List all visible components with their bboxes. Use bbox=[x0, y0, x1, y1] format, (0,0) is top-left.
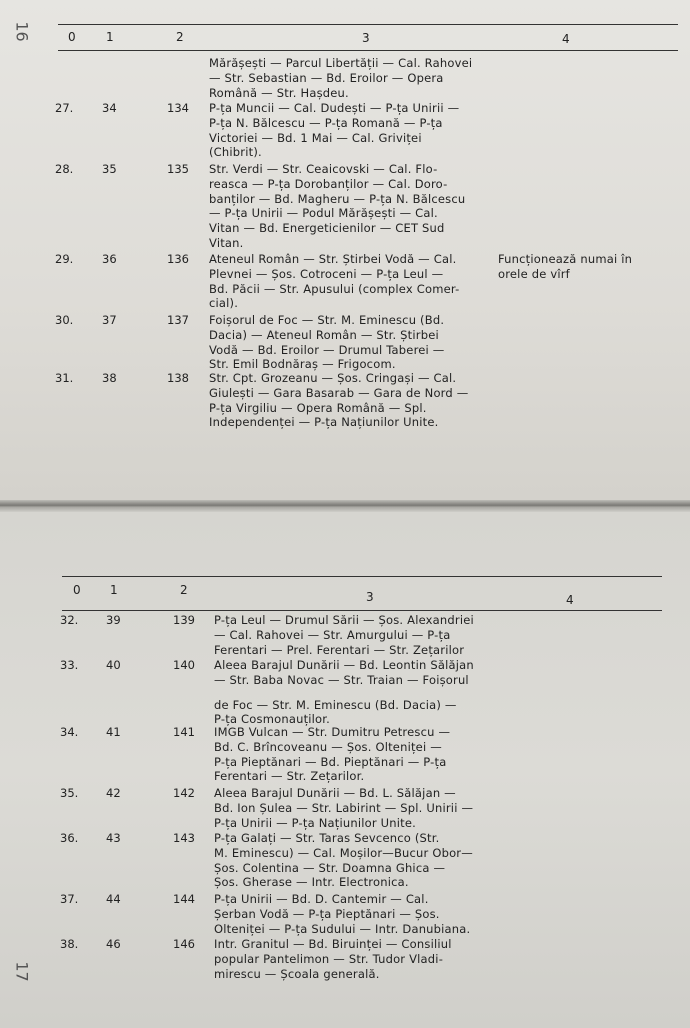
old-line-number: 37 bbox=[102, 313, 117, 327]
column-header-0: 0 bbox=[73, 583, 81, 597]
route-description: Aleea Barajul Dunării — Bd. Leontin Sălăjan — Str. Baba Novac — Str. Traian — Foișorul de Foc — Str. M. Eminescu (Bd. Dacia) — P-ța Cosmonauților. bbox=[214, 658, 474, 727]
old-line-number: 44 bbox=[106, 892, 121, 906]
line-number: 134 bbox=[167, 101, 189, 115]
old-line-number: 41 bbox=[106, 725, 121, 739]
column-header-1: 1 bbox=[106, 30, 114, 44]
page-number: 17 bbox=[12, 961, 32, 982]
page-number: 16 bbox=[12, 21, 32, 42]
line-number: 140 bbox=[173, 658, 195, 672]
row-number: 28. bbox=[55, 162, 74, 176]
route-description: P-ța Muncii — Cal. Dudești — P-ța Unirii — P-ța N. Bălcescu — P-ța Romană — P-ța Victoriei — Bd. 1 Mai — Cal. Griviței (Chibrit). bbox=[209, 101, 460, 160]
old-line-number: 34 bbox=[102, 101, 117, 115]
route-description: Intr. Granitul — Bd. Biruinței — Consiliul popular Pantelimon — Str. Tudor Vladi- mirescu — Școala generală. bbox=[214, 937, 452, 981]
route-description: Mărășești — Parcul Libertății — Cal. Rahovei — Str. Sebastian — Bd. Eroilor — Opera Română — Str. Hașdeu. bbox=[209, 56, 473, 100]
row-number: 38. bbox=[60, 937, 79, 951]
page-17 bbox=[0, 512, 690, 1028]
old-line-number: 36 bbox=[102, 252, 117, 266]
row-number: 36. bbox=[60, 831, 79, 845]
column-header-2: 2 bbox=[176, 30, 184, 44]
row-number: 32. bbox=[60, 613, 79, 627]
old-line-number: 35 bbox=[102, 162, 117, 176]
row-number: 30. bbox=[55, 313, 74, 327]
line-number: 135 bbox=[167, 162, 189, 176]
line-number: 136 bbox=[167, 252, 189, 266]
old-line-number: 46 bbox=[106, 937, 121, 951]
route-description: Ateneul Român — Str. Știrbei Vodă — Cal. Plevnei — Șos. Cotroceni — P-ța Leul — Bd. Păcii — Str. Apusului (complex Comer- cial). bbox=[209, 252, 460, 311]
route-description: P-ța Galați — Str. Taras Sevcenco (Str. M. Eminescu) — Cal. Moșilor—Bucur Obor— Șos. Colentina — Str. Doamna Ghica — Șos. Gherase — Intr. Electronica. bbox=[214, 831, 473, 890]
row-number: 37. bbox=[60, 892, 79, 906]
row-number: 29. bbox=[55, 252, 74, 266]
route-description: IMGB Vulcan — Str. Dumitru Petrescu — Bd. C. Brîncoveanu — Șos. Olteniței — P-ța Pieptănari — Bd. Pieptănari — P-ța Ferentari — Str. Zețarilor. bbox=[214, 725, 451, 784]
column-header-3: 3 bbox=[362, 31, 370, 45]
old-line-number: 40 bbox=[106, 658, 121, 672]
column-header-4: 4 bbox=[566, 593, 574, 607]
row-number: 27. bbox=[55, 101, 74, 115]
line-number: 139 bbox=[173, 613, 195, 627]
route-description: Aleea Barajul Dunării — Bd. L. Sălăjan — Bd. Ion Șulea — Str. Labirint — Spl. Unirii — P-ța Unirii — P-ța Națiunilor Unite. bbox=[214, 786, 474, 830]
line-number: 138 bbox=[167, 371, 189, 385]
column-header-0: 0 bbox=[68, 30, 76, 44]
old-line-number: 38 bbox=[102, 371, 117, 385]
header-bottom-rule bbox=[58, 50, 678, 51]
old-line-number: 39 bbox=[106, 613, 121, 627]
line-number: 146 bbox=[173, 937, 195, 951]
route-description: P-ța Leul — Drumul Sării — Șos. Alexandriei — Cal. Rahovei — Str. Amurgului — P-ța Ferentari — Prel. Ferentari — Str. Zețarilor bbox=[214, 613, 474, 657]
row-number: 33. bbox=[60, 658, 79, 672]
table-top-rule bbox=[58, 24, 678, 25]
page-16 bbox=[0, 0, 690, 500]
line-number: 142 bbox=[173, 786, 195, 800]
old-line-number: 43 bbox=[106, 831, 121, 845]
old-line-number: 42 bbox=[106, 786, 121, 800]
route-description: Str. Cpt. Grozeanu — Șos. Cringași — Cal. Giulești — Gara Basarab — Gara de Nord — P-ța Virgiliu — Opera Română — Spl. Independenței — P-ța Națiunilor Unite. bbox=[209, 371, 469, 430]
column-header-3: 3 bbox=[366, 590, 374, 604]
line-number: 144 bbox=[173, 892, 195, 906]
line-number: 143 bbox=[173, 831, 195, 845]
row-number: 34. bbox=[60, 725, 79, 739]
column-header-2: 2 bbox=[180, 583, 188, 597]
line-number: 137 bbox=[167, 313, 189, 327]
column-header-4: 4 bbox=[562, 32, 570, 46]
line-number: 141 bbox=[173, 725, 195, 739]
route-description: Foișorul de Foc — Str. M. Eminescu (Bd. Dacia) — Ateneul Român — Str. Știrbei Vodă — Bd. Eroilor — Drumul Taberei — Str. Emil Bodnăraș — Frigocom. bbox=[209, 313, 445, 372]
row-number: 31. bbox=[55, 371, 74, 385]
header-bottom-rule bbox=[62, 610, 662, 611]
route-description: P-ța Unirii — Bd. D. Cantemir — Cal. Șerban Vodă — P-ța Pieptănari — Șos. Olteniței — P-ța Sudului — Intr. Danubiana. bbox=[214, 892, 471, 936]
remarks: Funcționează numai în orele de vîrf bbox=[498, 252, 633, 281]
page-fold bbox=[0, 500, 690, 512]
table-top-rule bbox=[62, 576, 662, 577]
column-header-1: 1 bbox=[110, 583, 118, 597]
route-description: Str. Verdi — Str. Ceaicovski — Cal. Flo- reasca — P-ța Dorobanților — Cal. Doro- banților — Bd. Magheru — P-ța N. Bălcescu — P-ța Unirii — Podul Mărășești — Cal. Vitan — Bd. Energeticienilor — CET Sud Vitan. bbox=[209, 162, 466, 250]
row-number: 35. bbox=[60, 786, 79, 800]
